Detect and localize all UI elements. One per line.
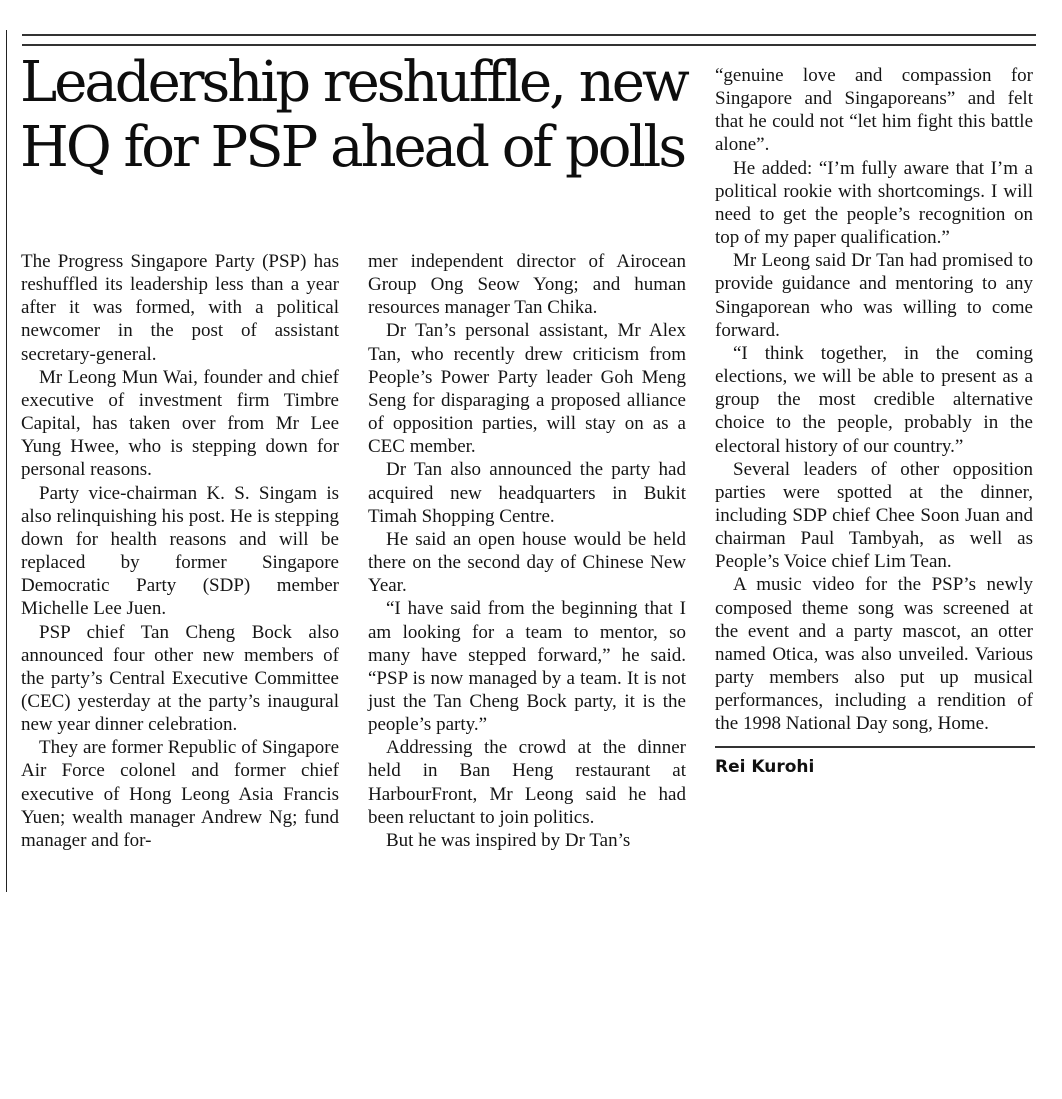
article-column-1 — [21, 250, 339, 852]
paragraph: Addressing the crowd at the dinner held in Ban Heng restaurant at HarbourFront, Mr Leong said he had been reluctant to join politics. — [368, 737, 686, 828]
headline-line-2: HQ for PSP ahead of polls — [20, 115, 685, 180]
paragraph: “genuine love and compassion for Singapore and Singaporeans” and felt that he could not “let him fight this battle alone”. — [715, 65, 1033, 156]
article-column-2 — [368, 250, 686, 852]
section-top-rule — [22, 34, 1036, 46]
byline: Rei Kurohi — [715, 756, 815, 777]
paragraph: They are former Republic of Singapore Air Force colonel and former chief executive of Hong Leong Asia Francis Yuen; wealth manager Andrew Ng; fund manager and for- — [21, 737, 339, 851]
paragraph: Several leaders of other opposition parties were spotted at the dinner, including SDP chief Chee Soon Juan and chairman Paul Tambyah, as well as People’s Voice chief Lim Tean. — [715, 458, 1033, 573]
paragraph: A music video for the PSP’s newly composed theme song was screened at the event and a party mascot, an otter named Otica, was also unveiled. Various party members also put up musical performances, including a rendition of the 1998 National Day song, Home. — [715, 574, 1033, 735]
paragraph: mer independent director of Airocean Group Ong Seow Yong; and human resources manager Tan Chika. — [368, 251, 686, 319]
page-edge-rule — [6, 30, 7, 892]
article-column-3 — [715, 64, 1033, 778]
paragraph: He said an open house would be held there on the second day of Chinese New Year. — [368, 528, 686, 597]
paragraph: “I have said from the beginning that I am looking for a team to mentor, so many have stepped forward,” he said. “PSP is now managed by a team. It is not just the Tan Cheng Bock party, it is the people’s party.” — [368, 598, 686, 736]
paragraph: Party vice-chairman K. S. Singam is also relinquishing his post. He is stepping down for health reasons and will be replaced by former Singapore Democratic Party (SDP) member Michelle Lee Juen. — [21, 482, 339, 620]
paragraph: Dr Tan also announced the party had acquired new headquarters in Bukit Timah Shopping Centre. — [368, 459, 686, 527]
headline-line-1: Leadership reshuffle, new — [20, 50, 687, 115]
paragraph: Mr Leong Mun Wai, founder and chief executive of investment firm Timbre Capital, has taken over from Mr Lee Yung Hwee, who is stepping down for personal reasons. — [21, 366, 339, 481]
headline — [20, 50, 710, 180]
byline-rule — [715, 746, 1035, 748]
paragraph: He added: “I’m fully aware that I’m a political rookie with shortcomings. I will need to get the people’s recognition on top of my paper qualification.” — [715, 157, 1033, 249]
paragraph: PSP chief Tan Cheng Bock also announced four other new members of the party’s Central Executive Committee (CEC) yesterday at the party’s inaugural new year dinner celebration. — [21, 621, 339, 736]
paragraph: But he was inspired by Dr Tan’s — [386, 829, 631, 851]
paragraph: Dr Tan’s personal assistant, Mr Alex Tan, who recently drew criticism from People’s Power Party leader Goh Meng Seng for disparaging a proposed alliance of opposition parties, will stay on as a CEC member. — [368, 320, 686, 458]
paragraph: The Progress Singapore Party (PSP) has reshuffled its leadership less than a year after it was formed, with a political newcomer in the post of assistant secretary-general. — [21, 251, 339, 365]
paragraph: Mr Leong said Dr Tan had promised to provide guidance and mentoring to any Singaporean who was willing to come forward. — [715, 250, 1033, 341]
paragraph: “I think together, in the coming elections, we will be able to present as a group the most credible alternative choice to the people, probably in the electoral history of our country.” — [715, 342, 1033, 457]
